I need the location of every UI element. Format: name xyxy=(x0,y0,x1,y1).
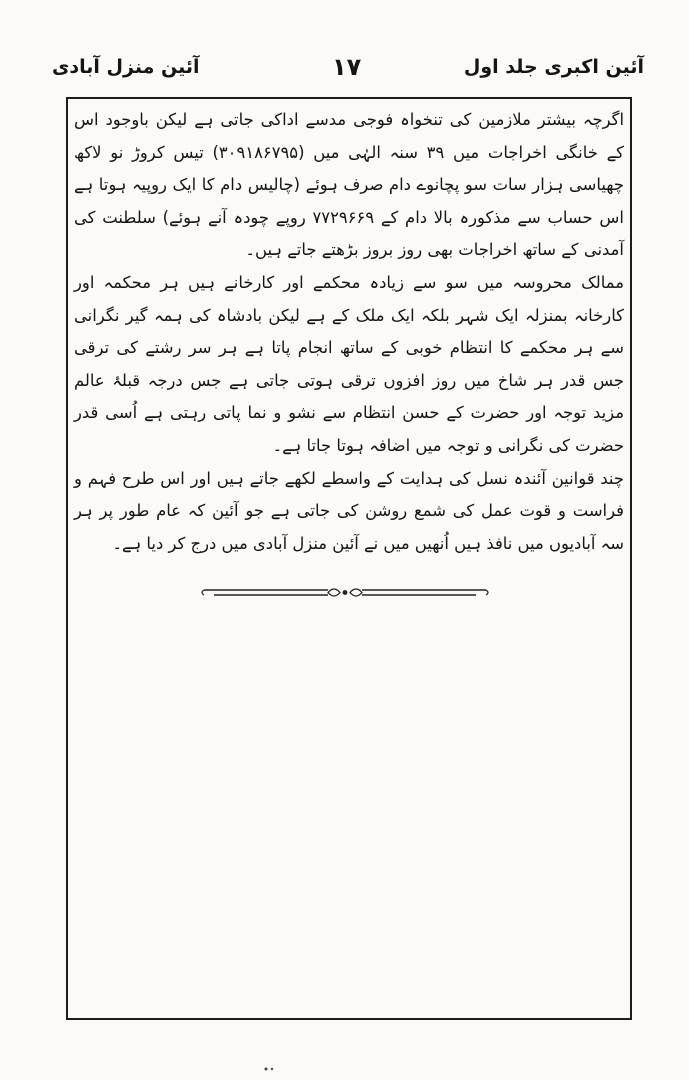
ornamental-divider xyxy=(200,583,490,603)
page-header xyxy=(52,50,652,94)
book-title: آئین اکبری جلد اول xyxy=(463,56,644,78)
paragraph-1: اگرچہ بیشتر ملازمین کی تنخواہ فوجی مدسے اداکی جاتی ہے لیکن باوجود اس کے خانگی اخراجات میں ۳۹ سنہ الہٰی میں (۳۰۹۱۸۶۷۹۵) تیس کروڑ نو لاکھ چھیاسی ہزار سات سو پچانوے دام صرف ہوئے (چالیس دام کا ایک روپیہ ہوتا ہے اس حساب سے مذکورہ بالا دام کے ۷۷۲۹۶۶۹ روپے چودہ آنے ہوئے) سلطنت کی آمدنی کے ساتھ اخراجات بھی روز بروز بڑھتے جاتے ہیں۔ xyxy=(74,110,624,260)
print-speck xyxy=(262,1066,280,1072)
chapter-title: آئین منزل آبادی xyxy=(52,56,200,78)
paragraph-2: ممالک محروسہ میں سو سے زیادہ محکمے اور کارخانے ہیں ہر محکمہ اور کارخانہ بمنزلہ ایک شہر بلکہ ایک ملک کے ہے لیکن بادشاہ کی ہمہ گیر نگرانی سے ہر محکمے کا انتظام خوبی کے ساتھ انجام پاتا ہے ہر سر رشتے کی ترقی جس قدر ہر شاخ میں روز افزوں ترقی ہوتی جاتی ہے جس درجہ قبلۂ عالم مزید توجہ اور حضرت کے حسن انتظام سے نشو و نما پاتی رہتی ہے اُسی قدر حضرت کی نگرانی و توجہ میں اضافہ ہوتا جاتا ہے۔ xyxy=(74,272,624,455)
paragraph-3: چند قوانین آئندہ نسل کی ہدایت کے واسطے لکھے جاتے ہیں اور اس طرح فہم و فراست و قوت عمل کی شمع روشن کی جاتی ہے جو آئین کہ عام طور پر ہر سہ آبادیوں میں نافذ ہیں اُنھیں میں نے آئین منزل آبادی میں درج کر دیا ہے۔ xyxy=(74,468,624,553)
body-text xyxy=(74,104,624,560)
page-number: ۱۷ xyxy=(332,53,362,81)
